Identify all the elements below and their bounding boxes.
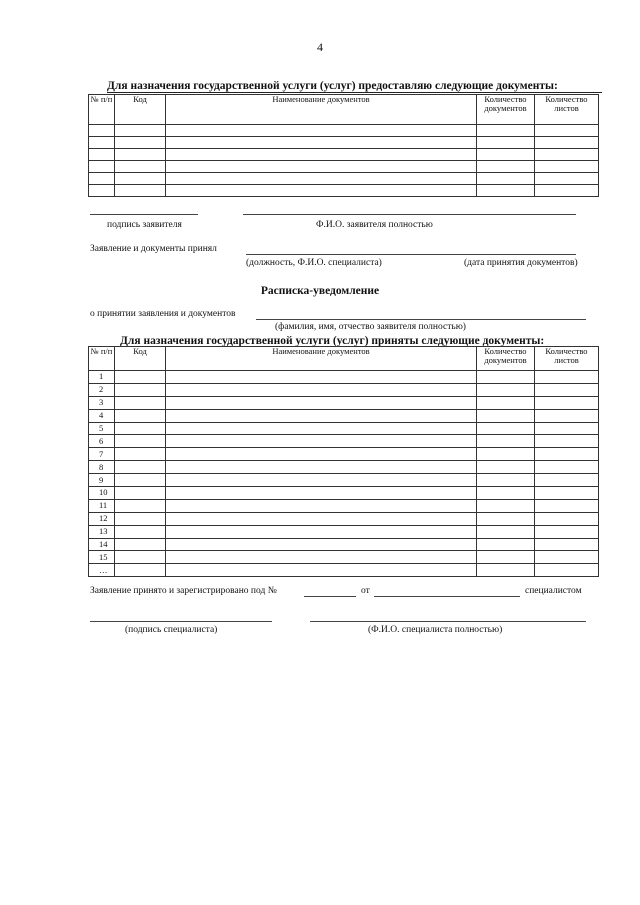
- table-cell[interactable]: [89, 173, 115, 185]
- table-row: [89, 461, 599, 474]
- table-cell[interactable]: [477, 125, 535, 137]
- table-cell[interactable]: [477, 564, 535, 577]
- table-cell[interactable]: [477, 137, 535, 149]
- col-doc-count: Количество документов: [477, 347, 535, 371]
- row-number: 10: [89, 487, 115, 500]
- table-row: [89, 564, 599, 577]
- table-cell[interactable]: [535, 564, 599, 577]
- table-cell[interactable]: [166, 161, 477, 173]
- table-cell[interactable]: [166, 448, 477, 461]
- table-cell[interactable]: [477, 512, 535, 525]
- table-cell[interactable]: [477, 383, 535, 396]
- specialist-signature-caption: (подпись специалиста): [125, 625, 218, 635]
- table-row: [89, 474, 599, 487]
- table-cell[interactable]: [535, 551, 599, 564]
- table-cell[interactable]: [115, 499, 166, 512]
- table-cell[interactable]: [89, 161, 115, 173]
- table-cell[interactable]: [477, 422, 535, 435]
- table-cell[interactable]: [477, 185, 535, 197]
- table-cell[interactable]: [166, 487, 477, 500]
- table-cell[interactable]: [477, 499, 535, 512]
- table-cell[interactable]: [166, 137, 477, 149]
- table-cell[interactable]: [166, 396, 477, 409]
- date-caption: (дата принятия документов): [464, 258, 578, 268]
- table-cell[interactable]: [535, 149, 599, 161]
- table-cell[interactable]: [535, 461, 599, 474]
- table-cell[interactable]: [477, 371, 535, 384]
- row-number: 1: [89, 371, 115, 384]
- table-cell[interactable]: [535, 173, 599, 185]
- table-cell[interactable]: [166, 564, 477, 577]
- table-cell[interactable]: [166, 371, 477, 384]
- documents-table-1: [88, 94, 599, 197]
- table-cell[interactable]: [535, 538, 599, 551]
- col-sheet-count: Количество листов: [535, 95, 599, 125]
- table-cell[interactable]: [115, 137, 166, 149]
- table-cell[interactable]: [535, 474, 599, 487]
- table-cell[interactable]: [477, 474, 535, 487]
- table-cell[interactable]: [535, 396, 599, 409]
- table-cell[interactable]: [477, 538, 535, 551]
- table-cell[interactable]: [115, 371, 166, 384]
- table-row: [89, 137, 599, 149]
- specialist-name-caption: (Ф.И.О. специалиста полностью): [368, 625, 503, 635]
- table-cell[interactable]: [166, 173, 477, 185]
- table-cell[interactable]: [115, 525, 166, 538]
- row-number: 3: [89, 396, 115, 409]
- applicant-fio-line[interactable]: [256, 319, 586, 320]
- table-cell[interactable]: [477, 396, 535, 409]
- table-row: [89, 173, 599, 185]
- applicant-signature-line: [90, 214, 198, 215]
- section1-heading-underline: [107, 92, 602, 93]
- table-cell[interactable]: [535, 161, 599, 173]
- col-number: № п/п: [89, 347, 115, 371]
- col-code: Код: [115, 347, 166, 371]
- table-cell[interactable]: [89, 137, 115, 149]
- col-sheet-count: Количество листов: [535, 347, 599, 371]
- row-number: 12: [89, 512, 115, 525]
- table-cell[interactable]: [477, 448, 535, 461]
- position-caption: (должность, Ф.И.О. специалиста): [246, 258, 382, 268]
- table-cell[interactable]: [115, 125, 166, 137]
- table-cell[interactable]: [166, 185, 477, 197]
- table-cell[interactable]: [166, 125, 477, 137]
- row-number: 6: [89, 435, 115, 448]
- row-number: …: [89, 564, 115, 577]
- table-cell[interactable]: [535, 435, 599, 448]
- table-cell[interactable]: [477, 435, 535, 448]
- table-cell[interactable]: [166, 551, 477, 564]
- table-cell[interactable]: [166, 409, 477, 422]
- table-cell[interactable]: [166, 383, 477, 396]
- table-row: [89, 487, 599, 500]
- table-cell[interactable]: [477, 525, 535, 538]
- table-row: [89, 538, 599, 551]
- table-cell[interactable]: [166, 474, 477, 487]
- table-cell[interactable]: [477, 487, 535, 500]
- table-row: [89, 396, 599, 409]
- table-cell[interactable]: [115, 409, 166, 422]
- table-cell[interactable]: [89, 125, 115, 137]
- table-cell[interactable]: [115, 564, 166, 577]
- table-cell[interactable]: [115, 538, 166, 551]
- col-code: Код: [115, 95, 166, 125]
- table-cell[interactable]: [115, 149, 166, 161]
- table-cell[interactable]: [535, 125, 599, 137]
- row-number: 9: [89, 474, 115, 487]
- table-row: [89, 149, 599, 161]
- table-cell[interactable]: [535, 499, 599, 512]
- table-cell[interactable]: [115, 173, 166, 185]
- table-cell[interactable]: [166, 499, 477, 512]
- registration-specialist-label: специалистом: [525, 586, 582, 596]
- registration-date-line[interactable]: [374, 596, 520, 597]
- table-cell[interactable]: [535, 383, 599, 396]
- row-number: 8: [89, 461, 115, 474]
- table-cell[interactable]: [535, 185, 599, 197]
- received-by-label: Заявление и документы принял: [90, 244, 217, 254]
- table-cell[interactable]: [115, 383, 166, 396]
- section2-heading: Для назначения государственной услуги (услуг) приняты следующие документы:: [120, 335, 545, 347]
- col-number: № п/п: [89, 95, 115, 125]
- row-number: 2: [89, 383, 115, 396]
- table-cell[interactable]: [115, 474, 166, 487]
- table-row: [89, 185, 599, 197]
- registration-number-line[interactable]: [304, 596, 356, 597]
- table-cell[interactable]: [535, 487, 599, 500]
- table-cell[interactable]: [89, 149, 115, 161]
- specialist-name-line[interactable]: [310, 621, 586, 622]
- received-by-line[interactable]: [246, 254, 576, 255]
- table-row: [89, 499, 599, 512]
- table-row: [89, 161, 599, 173]
- table-row: [89, 371, 599, 384]
- table-cell[interactable]: [166, 525, 477, 538]
- table-row: [89, 409, 599, 422]
- table-cell[interactable]: [166, 461, 477, 474]
- row-number: 11: [89, 499, 115, 512]
- table-cell[interactable]: [477, 409, 535, 422]
- table-row: [89, 125, 599, 137]
- acceptance-label: о принятии заявления и документов: [90, 309, 236, 319]
- page-number: 4: [317, 40, 323, 54]
- fio-caption: (фамилия, имя, отчество заявителя полностью): [275, 322, 466, 332]
- table-cell[interactable]: [166, 512, 477, 525]
- row-number: 13: [89, 525, 115, 538]
- table-cell[interactable]: [477, 461, 535, 474]
- table-row: [89, 448, 599, 461]
- table-cell[interactable]: [166, 435, 477, 448]
- table-cell[interactable]: [115, 551, 166, 564]
- table-cell[interactable]: [535, 409, 599, 422]
- row-number: 14: [89, 538, 115, 551]
- registration-label: Заявление принято и зарегистрировано под №: [90, 586, 277, 596]
- section1-heading: Для назначения государственной услуги (услуг) предоставляю следующие документы:: [107, 80, 558, 92]
- table-cell[interactable]: [535, 137, 599, 149]
- table-cell[interactable]: [115, 512, 166, 525]
- table-cell[interactable]: [535, 371, 599, 384]
- table-cell[interactable]: [477, 551, 535, 564]
- applicant-name-line: [243, 214, 576, 215]
- table-row: [89, 512, 599, 525]
- table-row: [89, 435, 599, 448]
- table-cell[interactable]: [166, 538, 477, 551]
- table-cell[interactable]: [477, 149, 535, 161]
- table-cell[interactable]: [535, 512, 599, 525]
- col-document-name: Наименование документов: [166, 95, 477, 125]
- table-cell[interactable]: [115, 422, 166, 435]
- row-number: 4: [89, 409, 115, 422]
- col-document-name: Наименование документов: [166, 347, 477, 371]
- specialist-signature-line[interactable]: [90, 621, 272, 622]
- table-cell[interactable]: [115, 185, 166, 197]
- table-row: [89, 383, 599, 396]
- col-doc-count: Количество документов: [477, 95, 535, 125]
- table-row: [89, 525, 599, 538]
- table-cell[interactable]: [115, 448, 166, 461]
- receipt-title: Расписка-уведомление: [260, 285, 380, 297]
- table-cell[interactable]: [115, 461, 166, 474]
- table-cell[interactable]: [115, 396, 166, 409]
- documents-table-2: [88, 346, 599, 577]
- table-cell[interactable]: [89, 185, 115, 197]
- table-cell[interactable]: [477, 161, 535, 173]
- table-cell[interactable]: [166, 422, 477, 435]
- table-row: [89, 551, 599, 564]
- registration-from-label: от: [361, 586, 370, 596]
- table-cell[interactable]: [535, 448, 599, 461]
- applicant-signature-caption: подпись заявителя: [107, 220, 182, 230]
- table-cell[interactable]: [477, 173, 535, 185]
- table-cell[interactable]: [115, 161, 166, 173]
- table-cell[interactable]: [115, 487, 166, 500]
- table-cell[interactable]: [535, 422, 599, 435]
- table-cell[interactable]: [535, 525, 599, 538]
- table-cell[interactable]: [166, 149, 477, 161]
- row-number: 15: [89, 551, 115, 564]
- applicant-name-caption: Ф.И.О. заявителя полностью: [316, 220, 433, 230]
- table-row: [89, 422, 599, 435]
- table-cell[interactable]: [115, 435, 166, 448]
- row-number: 5: [89, 422, 115, 435]
- row-number: 7: [89, 448, 115, 461]
